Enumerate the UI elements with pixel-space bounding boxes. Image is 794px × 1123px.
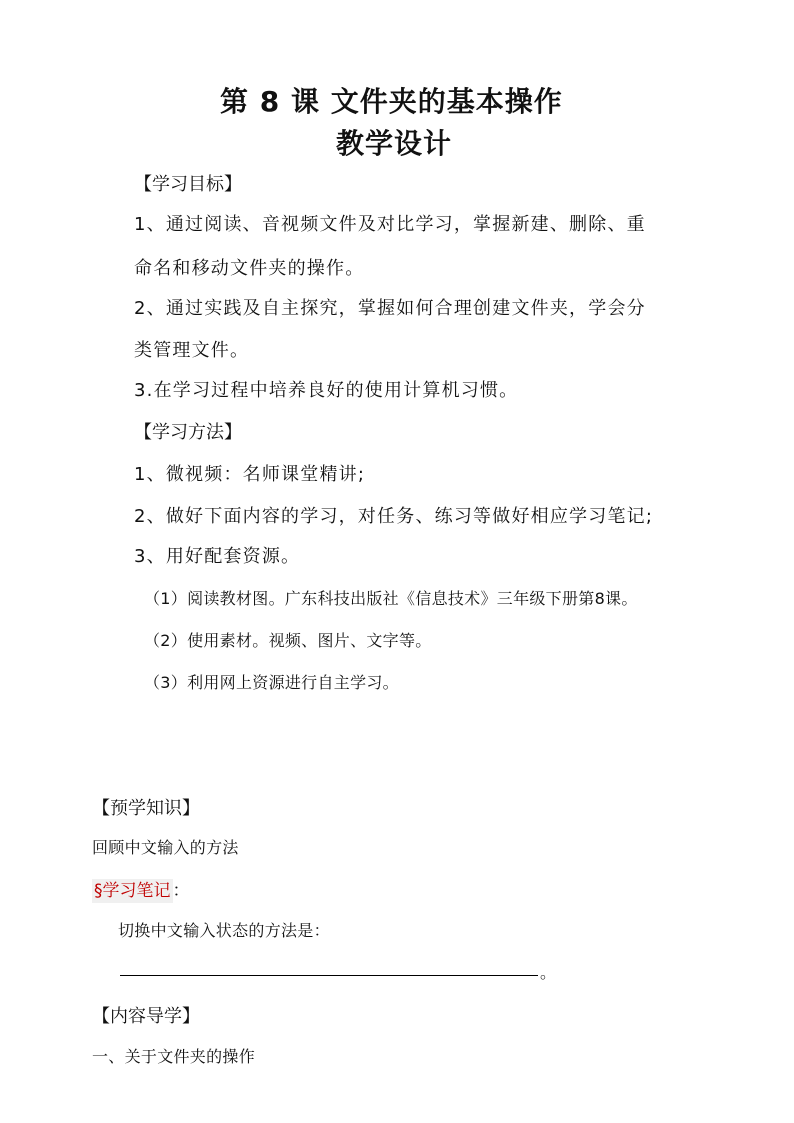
content-heading: 【内容导学】	[92, 1006, 200, 1027]
preview-text: 回顾中文输入的方法	[92, 838, 239, 857]
method-2: 2、做好下面内容的学习，对任务、练习等做好相应学习笔记;	[134, 506, 654, 527]
goals-heading: 【学习目标】	[134, 174, 242, 195]
methods-heading: 【学习方法】	[134, 422, 242, 443]
answer-blank-line	[120, 975, 538, 976]
goal-1-line-2: 命名和移动文件夹的操作。	[134, 258, 365, 279]
content-item-1: 一、关于文件夹的操作	[92, 1047, 256, 1066]
study-note-label: §学习笔记	[94, 881, 171, 901]
method-1: 1、微视频：名师课堂精讲;	[134, 464, 366, 485]
preview-heading: 【预学知识】	[92, 798, 200, 819]
goal-3: 3.在学习过程中培养良好的使用计算机习惯。	[134, 380, 519, 401]
study-note-colon: ：	[172, 881, 190, 901]
note-question: 切换中文输入状态的方法是：	[118, 921, 330, 940]
goal-1-line-1: 1、通过阅读、音视频文件及对比学习，掌握新建、删除、重	[134, 214, 646, 235]
lesson-title: 第 8 课 文件夹的基本操作	[220, 85, 563, 118]
method-3-sub-3: （3）利用网上资源进行自主学习。	[144, 673, 399, 692]
goal-2-line-2: 类管理文件。	[134, 340, 250, 361]
goal-2-line-1: 2、通过实践及自主探究，掌握如何合理创建文件夹，学会分	[134, 298, 646, 319]
method-3: 3、用好配套资源。	[134, 546, 301, 567]
lesson-subtitle: 教学设计	[336, 127, 453, 160]
method-3-sub-1: （1）阅读教材图。广东科技出版社《信息技术》三年级下册第8课。	[144, 589, 638, 608]
method-3-sub-2: （2）使用素材。视频、图片、文字等。	[144, 631, 432, 650]
answer-end-mark: 。	[540, 963, 557, 982]
study-note-label-row	[92, 876, 190, 901]
